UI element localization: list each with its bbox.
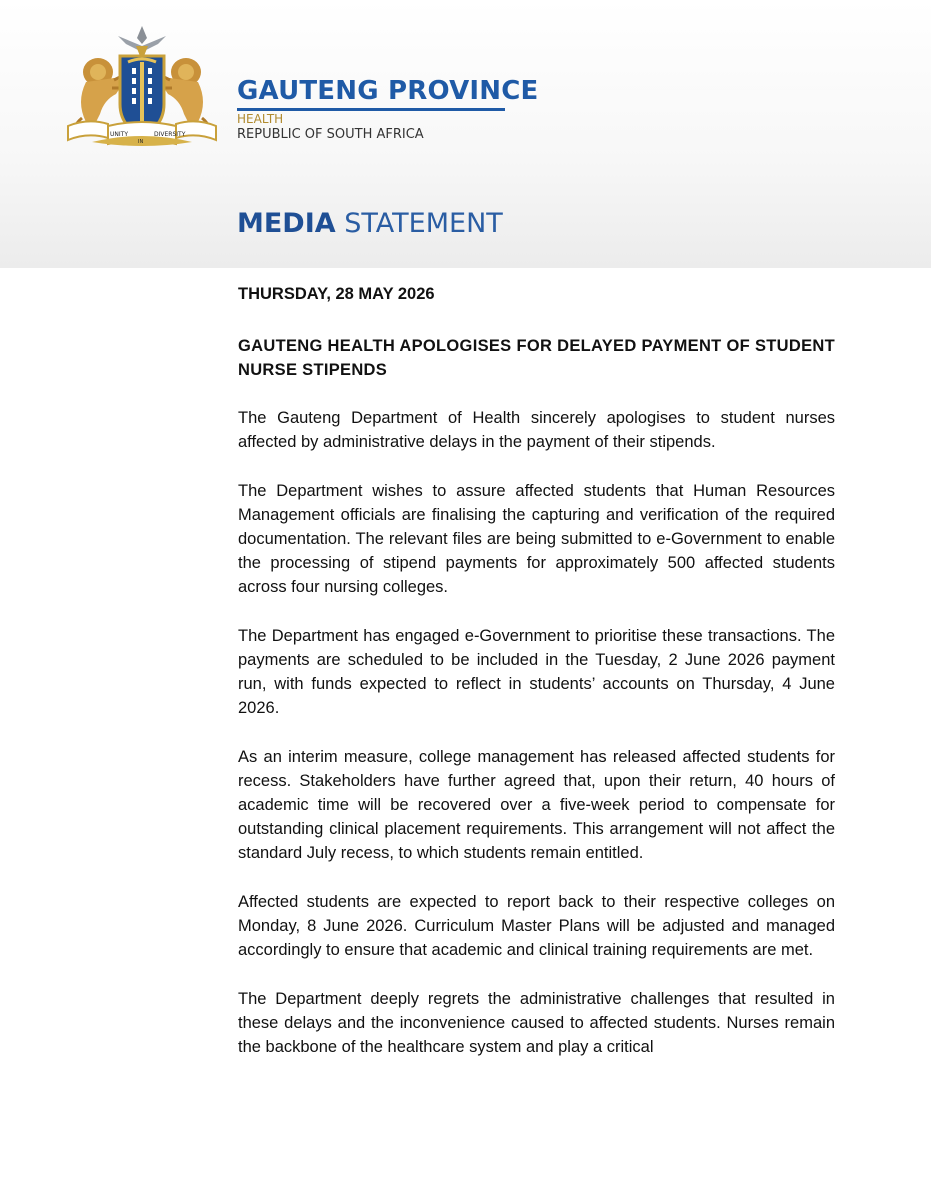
org-name: GAUTENG PROVINCE [237, 76, 539, 106]
motto-diversity: DIVERSITY [154, 131, 186, 138]
motto-in: IN [138, 139, 144, 145]
motto-scroll [68, 121, 216, 146]
org-name-underline [237, 108, 505, 111]
spear-ornament [118, 26, 166, 56]
paragraph-2: The Department wishes to assure affected students that Human Resources Management officials are finalising the capturing and verification of the required documentation. The relevant files are being submitted to e-Government to enable the processing of stipend payments for approximately 500 affected students across four nursing colleges. [238, 482, 835, 596]
paragraph-3: The Department has engaged e-Government to prioritise these transactions. The payments are scheduled to be included in the Tuesday, 2 June 2026 payment run, with funds expected to reflect in students’ accounts on Thursday, 4 June 2026. [238, 627, 835, 717]
statement-date: THURSDAY, 28 MAY 2026 [238, 285, 435, 303]
statement-headline: GAUTENG HEALTH APOLOGISES FOR DELAYED PAYMENT OF STUDENT NURSE STIPENDS [238, 337, 835, 379]
paragraph-4: As an interim measure, college management has released affected students for recess. Stakeholders have further agreed that, upon their return, 40 hours of academic time will be recovered over a five-week period to compensate for outstanding clinical placement requirements. This arrangement will not affect the standard July recess, to which students remain entitled. [238, 748, 835, 862]
coat-of-arms-icon [58, 22, 226, 152]
paragraph-6: The Department deeply regrets the administrative challenges that resulted in these delays and the inconvenience caused to affected students. Nurses remain the backbone of the healthcare system and play a critical [238, 990, 835, 1056]
paragraph-5: Affected students are expected to report back to their respective colleges on Monday, 8 June 2026. Curriculum Master Plans will be adjusted and managed accordingly to ensure that academic and clinical training requirements are met. [238, 893, 835, 959]
statement-word: STATEMENT [344, 208, 503, 239]
media-word: MEDIA [237, 208, 336, 239]
media-statement-heading [237, 208, 503, 239]
statement-body [238, 282, 835, 1084]
country-name: REPUBLIC OF SOUTH AFRICA [237, 127, 424, 142]
paragraph-1: The Gauteng Department of Health sincerely apologises to student nurses affected by administrative delays in the payment of their stipends. [238, 409, 835, 451]
motto-unity: UNITY [110, 131, 128, 138]
department-name: HEALTH [237, 112, 284, 126]
